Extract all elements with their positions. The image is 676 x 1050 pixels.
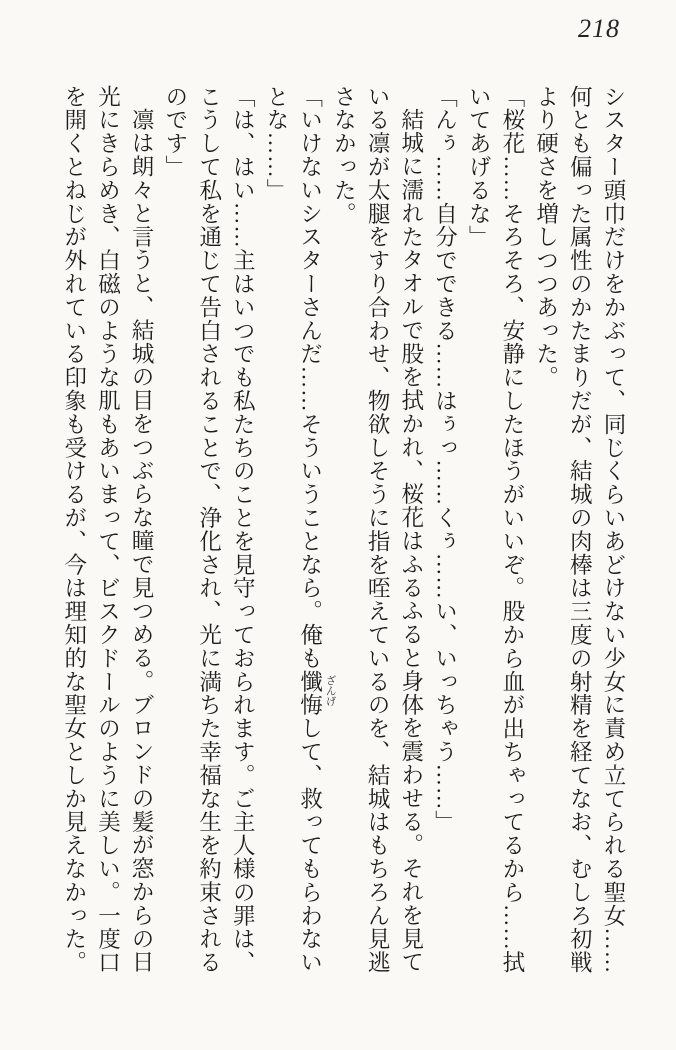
text-column: を開くとねじが外れている印象も受けるが、今は理知的な聖女としか見えなかった。 [61, 85, 87, 975]
ruby-annotated-word [297, 670, 336, 717]
text-column: いる凛が太腿をすり合わせ、物欲しそうに指を咥えているのを、結城はもちろん見逃 [365, 85, 391, 975]
text-column: 「桜花……そろそろ、安静にしたほうがいいぞ。股から血が出ちゃってるから……拭 [499, 85, 525, 975]
text-column: とな……」 [263, 85, 289, 202]
text-column [293, 85, 336, 980]
text-column: のです」 [162, 85, 188, 179]
text-column: いてあげるな」 [466, 85, 492, 249]
text-column: 「は、はい……主はいつでも私たちのことを見守っておられます。ご主人様の罪は、 [230, 85, 256, 975]
text-column: こうして私を通じて告白されることで、浄化され、光に満ちた幸福な生を約束される [196, 85, 222, 975]
text-column: 凛は朗々と言うと、結城の目をつぶらな瞳で見つめる。ブロンドの髪が窓からの日 [129, 108, 155, 975]
line-segment: 「いけないシスターさんだ……そういうことなら。俺も [297, 85, 323, 670]
page-number: 218 [578, 14, 620, 43]
line-segment: して、救ってもらわない [297, 716, 323, 975]
text-block [57, 85, 630, 980]
text-column: シスター頭巾だけをかぶって、同じくらいあどけない少女に責め立てられる聖女…… [601, 85, 626, 975]
text-column: 結城に濡れたタオルで股を拭かれ、桜花はふるふると身体を震わせる。それを見て [398, 108, 424, 975]
text-column: 光にきらめき、白磁のような肌もあいまって、ビスクドールのように美しい。一度口 [95, 85, 121, 975]
text-column: より硬さを増しつつあった。 [533, 85, 559, 390]
text-column: 「んぅ……自分でできる……はぅっ……くぅ……い、いっちゃう……」 [432, 85, 458, 834]
ruby-furigana: ざんげ [324, 675, 336, 707]
text-column: さなかった。 [331, 85, 357, 226]
text-column: 何とも偏った属性のかたまりだが、結城の肉棒は三度の射精を経てなお、むしろ初戦 [567, 85, 593, 975]
ruby-base: 懺悔 [297, 670, 323, 717]
